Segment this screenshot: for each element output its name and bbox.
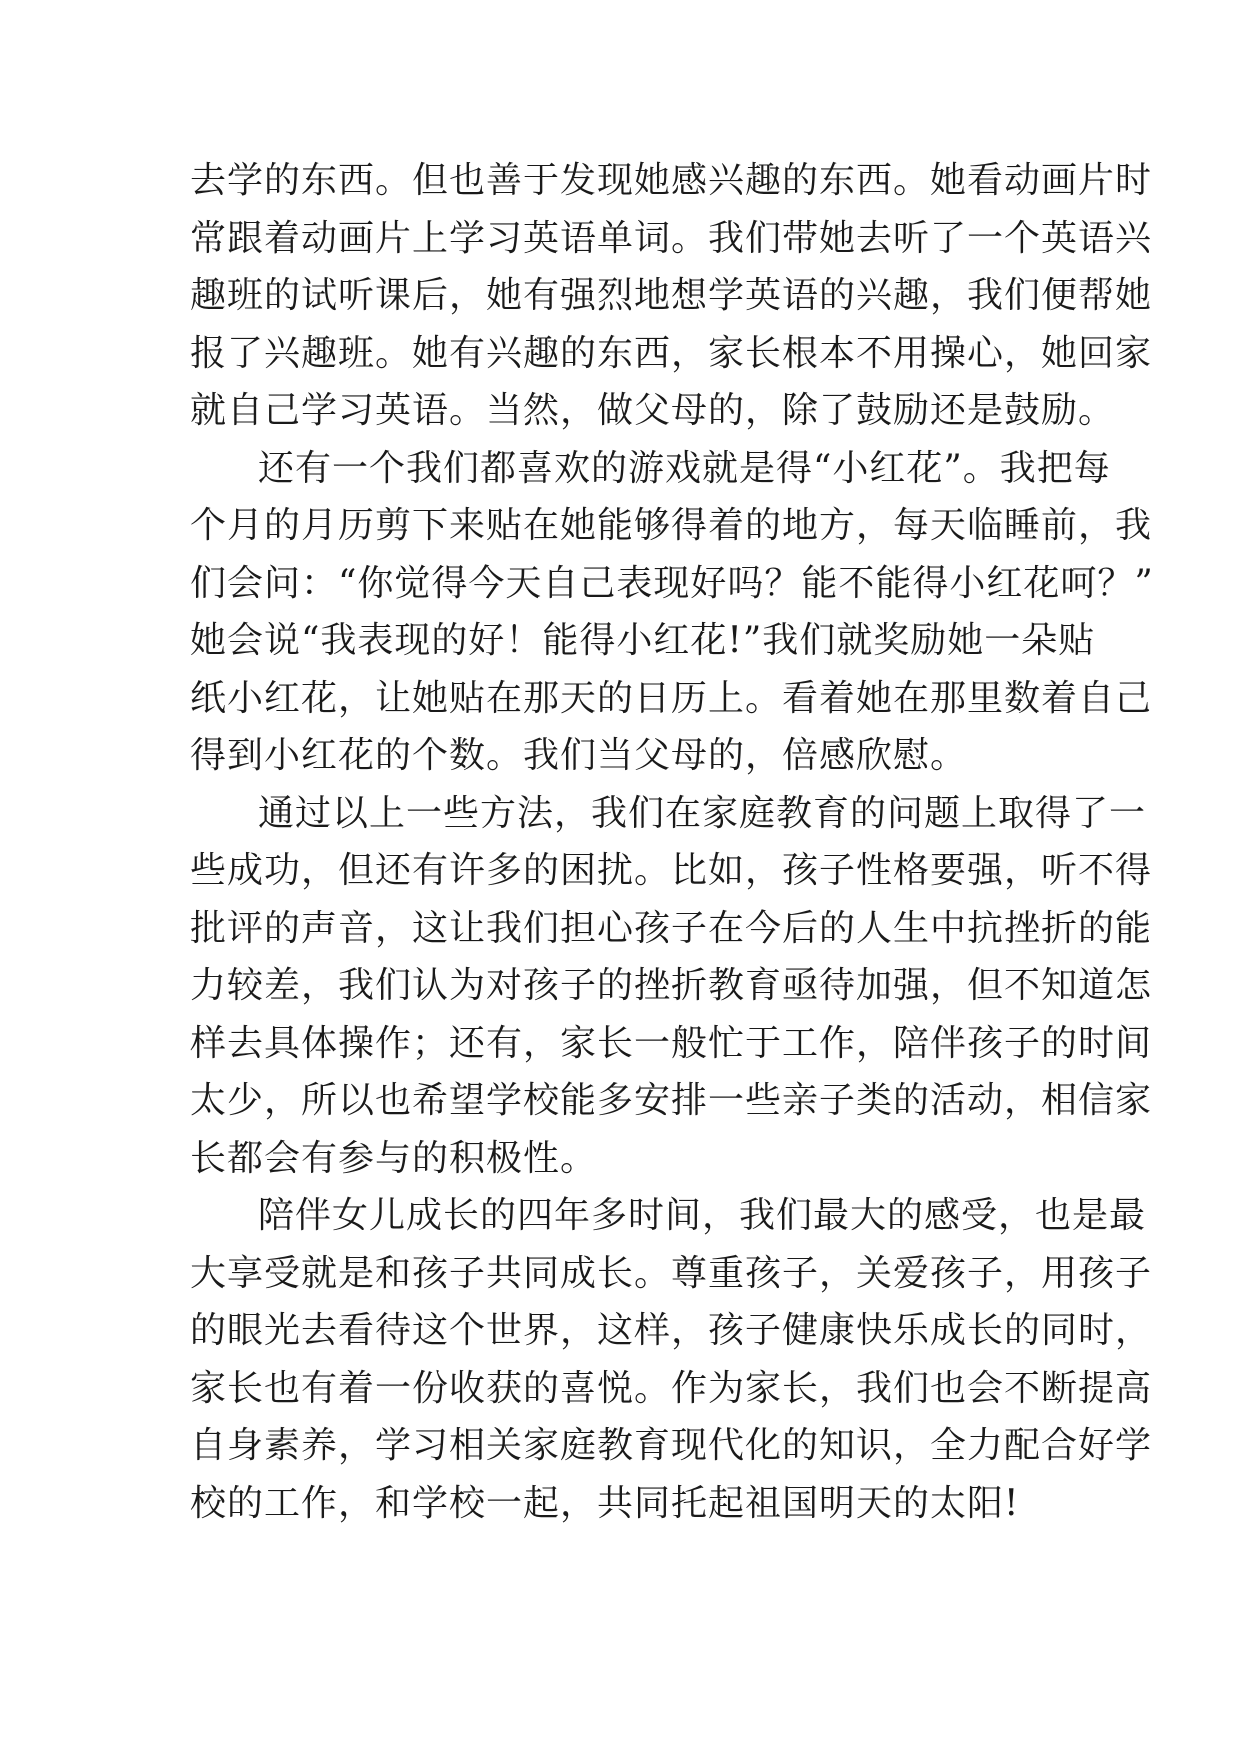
text-line: 自身素养，学习相关家庭教育现代化的知识，全力配合好学	[190, 1425, 1153, 1466]
text-line: 还有一个我们都喜欢的游戏就是得“小红花”。我把每	[258, 447, 1111, 489]
text-line: 她会说“我表现的好！能得小红花!”我们就奖励她一朵贴	[190, 620, 1096, 661]
text-line: 校的工作，和学校一起，共同托起祖国明天的太阳!	[190, 1482, 1020, 1524]
text-line: 得到小红花的个数。我们当父母的，倍感欣慰。	[190, 735, 968, 776]
text-line: 趣班的试听课后，她有强烈地想学英语的兴趣，我们便帮她	[190, 275, 1153, 316]
text-line: 去学的东西。但也善于发现她感兴趣的东西。她看动画片时	[190, 160, 1153, 201]
text-line: 报了兴趣班。她有兴趣的东西，家长根本不用操心，她回家	[190, 332, 1153, 374]
text-line: 大享受就是和孩子共同成长。尊重孩子，关爱孩子，用孩子	[190, 1252, 1153, 1294]
text-line: 批评的声音，这让我们担心孩子在今后的人生中抗挫折的能	[190, 907, 1153, 949]
text-line: 家长也有着一份收获的喜悦。作为家长，我们也会不断提高	[190, 1367, 1153, 1409]
text-line: 长都会有参与的积极性。	[190, 1137, 598, 1179]
text-line: 些成功，但还有许多的困扰。比如，孩子性格要强，听不得	[190, 850, 1153, 891]
text-line: 常跟着动画片上学习英语单词。我们带她去听了一个英语兴	[190, 217, 1153, 259]
paragraph	[190, 1187, 1153, 1532]
text-line: 样去具体操作；还有，家长一般忙于工作，陪伴孩子的时间	[190, 1022, 1153, 1064]
text-line: 陪伴女儿成长的四年多时间，我们最大的感受，也是最	[258, 1195, 1147, 1236]
text-line: 纸小红花，让她贴在那天的日历上。看着她在那里数着自己	[190, 677, 1153, 719]
text-line: 力较差，我们认为对孩子的挫折教育亟待加强，但不知道怎	[190, 965, 1153, 1006]
body-text	[190, 152, 1154, 1532]
paragraph	[190, 152, 1153, 440]
text-line: 个月的月历剪下来贴在她能够得着的地方，每天临睡前，我	[190, 505, 1153, 546]
paragraph	[190, 440, 1154, 785]
text-line: 们会问：“你觉得今天自己表现好吗？能不能得小红花呵？”	[190, 562, 1154, 604]
text-line: 的眼光去看待这个世界，这样，孩子健康快乐成长的同时，	[190, 1310, 1153, 1351]
text-line: 就自己学习英语。当然，做父母的，除了鼓励还是鼓励。	[190, 390, 1116, 431]
text-line: 太少，所以也希望学校能多安排一些亲子类的活动，相信家	[190, 1080, 1153, 1121]
paragraph	[190, 785, 1153, 1188]
text-line: 通过以上一些方法，我们在家庭教育的问题上取得了一	[258, 792, 1147, 834]
